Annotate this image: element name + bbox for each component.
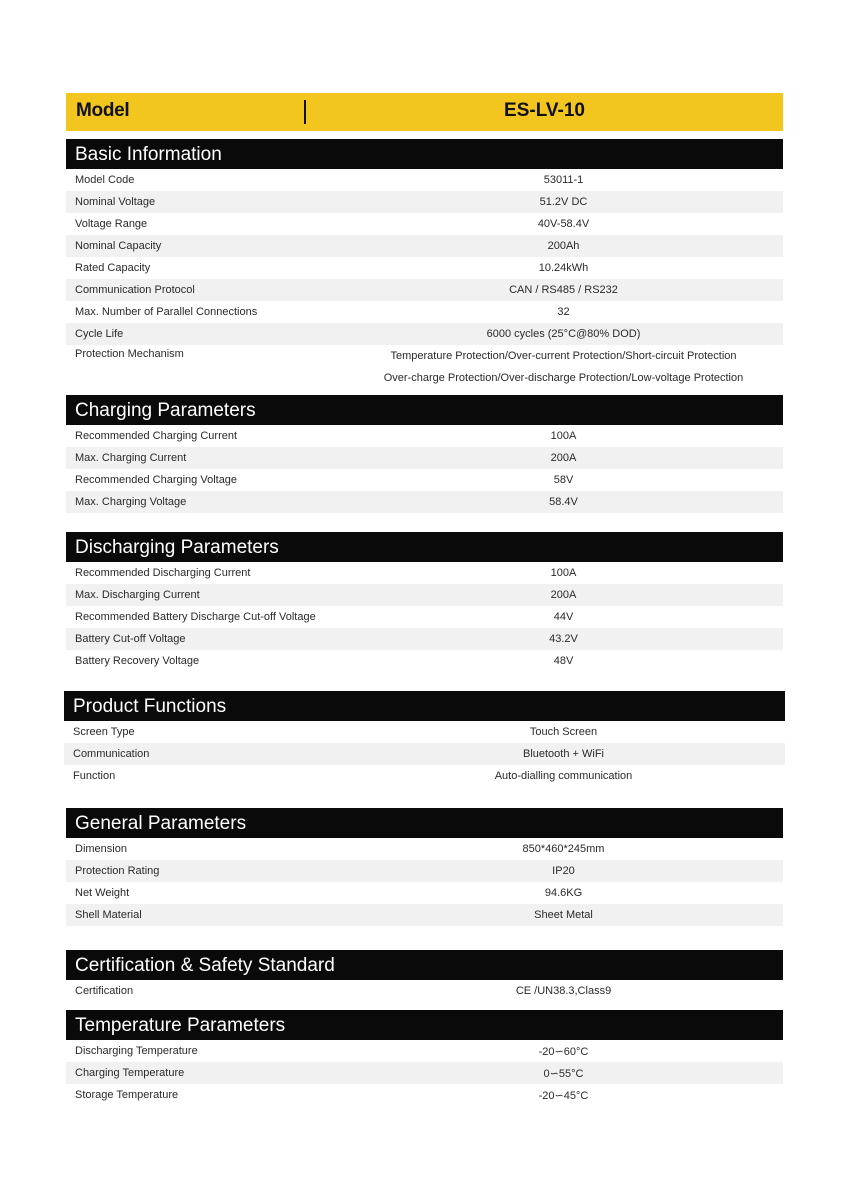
spec-row: [66, 838, 783, 860]
spec-value: 100A: [550, 430, 577, 442]
spec-label: Communication Protocol: [75, 284, 195, 296]
spec-label: Max. Discharging Current: [75, 589, 200, 601]
spec-row: [66, 628, 783, 650]
spec-value: CAN / RS485 / RS232: [509, 284, 618, 296]
spec-value: [344, 345, 783, 389]
spec-label: Certification: [75, 985, 134, 997]
spec-value: -20∽60°C: [538, 1045, 589, 1058]
spec-label: Nominal Capacity: [75, 240, 162, 252]
spec-value: IP20: [552, 865, 575, 877]
spec-label: Max. Charging Current: [75, 452, 187, 464]
spec-value: 6000 cycles (25°C@80% DOD): [486, 328, 641, 340]
spec-row: [66, 345, 783, 389]
spec-value: 58V: [553, 474, 574, 486]
spec-row: [66, 235, 783, 257]
spec-value: Bluetooth + WiFi: [522, 748, 604, 760]
spec-row: [66, 213, 783, 235]
spec-value: 53011-1: [543, 174, 584, 186]
spec-label: Voltage Range: [75, 218, 148, 230]
section-discharging-parameters: [66, 532, 783, 672]
spec-value: Auto-dialling communication: [494, 770, 633, 782]
spec-label: Protection Mechanism: [75, 348, 184, 360]
spec-row: [66, 584, 783, 606]
spec-value: 48V: [553, 655, 574, 667]
model-bar: [66, 93, 783, 131]
spec-label: Discharging Temperature: [75, 1045, 198, 1057]
spec-row: [66, 562, 783, 584]
model-value: ES-LV-10: [504, 100, 585, 121]
spec-label: Charging Temperature: [75, 1067, 185, 1079]
spec-value: 32: [557, 306, 570, 318]
spec-label: Model Code: [75, 174, 135, 186]
spec-row: [66, 425, 783, 447]
section-title: Temperature Parameters: [66, 1010, 783, 1040]
spec-label: Max. Charging Voltage: [75, 496, 187, 508]
spec-row: [66, 279, 783, 301]
spec-value: 10.24kWh: [538, 262, 589, 274]
spec-value-line: Temperature Protection/Over-current Protection/Short-circuit Protection: [390, 350, 737, 362]
spec-value: 100A: [550, 567, 577, 579]
spec-row: [64, 743, 785, 765]
spec-row: [66, 191, 783, 213]
spec-row: [66, 606, 783, 628]
spec-row: [66, 904, 783, 926]
section-title: Basic Information: [66, 139, 783, 169]
spec-row: [66, 1062, 783, 1084]
spec-table: [66, 1040, 783, 1106]
spec-row: [66, 301, 783, 323]
spec-row: [66, 169, 783, 191]
spec-label: Dimension: [75, 843, 127, 855]
spec-row: [66, 323, 783, 345]
spec-label: Storage Temperature: [75, 1089, 179, 1101]
spec-label: Net Weight: [75, 887, 130, 899]
spec-label: Max. Number of Parallel Connections: [75, 306, 258, 318]
model-label: Model: [76, 100, 130, 121]
spec-row: [64, 721, 785, 743]
spec-label: Recommended Charging Voltage: [75, 474, 238, 486]
spec-value: CE /UN38.3,Class9: [515, 985, 612, 997]
section-basic-information: [66, 139, 783, 389]
section-title: Discharging Parameters: [66, 532, 783, 562]
spec-value: 44V: [553, 611, 574, 623]
spec-label: Function: [73, 770, 116, 782]
spec-row: [66, 257, 783, 279]
spec-label: Protection Rating: [75, 865, 160, 877]
section-title: General Parameters: [66, 808, 783, 838]
spec-table: [64, 721, 785, 787]
spec-row: [66, 1084, 783, 1106]
spec-value: 94.6KG: [544, 887, 583, 899]
section-title: Certification & Safety Standard: [66, 950, 783, 980]
spec-value: 850*460*245mm: [522, 843, 605, 855]
section-charging-parameters: [66, 395, 783, 513]
spec-value: Touch Screen: [529, 726, 598, 738]
spec-label: Cycle Life: [75, 328, 124, 340]
spec-table: [66, 425, 783, 513]
section-title: Charging Parameters: [66, 395, 783, 425]
spec-label: Recommended Discharging Current: [75, 567, 251, 579]
spec-label: Battery Recovery Voltage: [75, 655, 200, 667]
spec-label: Nominal Voltage: [75, 196, 156, 208]
section-title: Product Functions: [64, 691, 785, 721]
spec-row: [66, 980, 783, 1002]
spec-value: 200Ah: [547, 240, 580, 252]
spec-value: 58.4V: [549, 496, 578, 508]
spec-label: Rated Capacity: [75, 262, 151, 274]
spec-row: [66, 860, 783, 882]
spec-label: Screen Type: [73, 726, 135, 738]
spec-label: Recommended Charging Current: [75, 430, 238, 442]
spec-row: [66, 1040, 783, 1062]
spec-row: [66, 447, 783, 469]
spec-row: [64, 765, 785, 787]
spec-value: 200A: [550, 589, 577, 601]
spec-row: [66, 469, 783, 491]
spec-row: [66, 491, 783, 513]
spec-value: 43.2V: [549, 633, 578, 645]
spec-table: [66, 169, 783, 389]
spec-label: Shell Material: [75, 909, 142, 921]
spec-value: 0∽55°C: [543, 1067, 584, 1080]
spec-value: 51.2V DC: [539, 196, 588, 208]
spec-table: [66, 838, 783, 926]
spec-table: [66, 980, 783, 1002]
spec-row: [66, 882, 783, 904]
spec-label: Battery Cut-off Voltage: [75, 633, 186, 645]
section-product-functions: [64, 691, 785, 787]
spec-row: [66, 650, 783, 672]
spec-value: Sheet Metal: [534, 909, 593, 921]
spec-label: Recommended Battery Discharge Cut-off Voltage: [75, 611, 316, 623]
spec-label: Communication: [73, 748, 150, 760]
spec-table: [66, 562, 783, 672]
section-general-parameters: [66, 808, 783, 926]
section-certification: [66, 950, 783, 1002]
spec-value: 200A: [550, 452, 577, 464]
spec-value: 40V-58.4V: [537, 218, 590, 230]
spec-value: -20∽45°C: [538, 1089, 589, 1102]
section-temperature-parameters: [66, 1010, 783, 1106]
spec-value-line: Over-charge Protection/Over-discharge Protection/Low-voltage Protection: [383, 372, 744, 384]
